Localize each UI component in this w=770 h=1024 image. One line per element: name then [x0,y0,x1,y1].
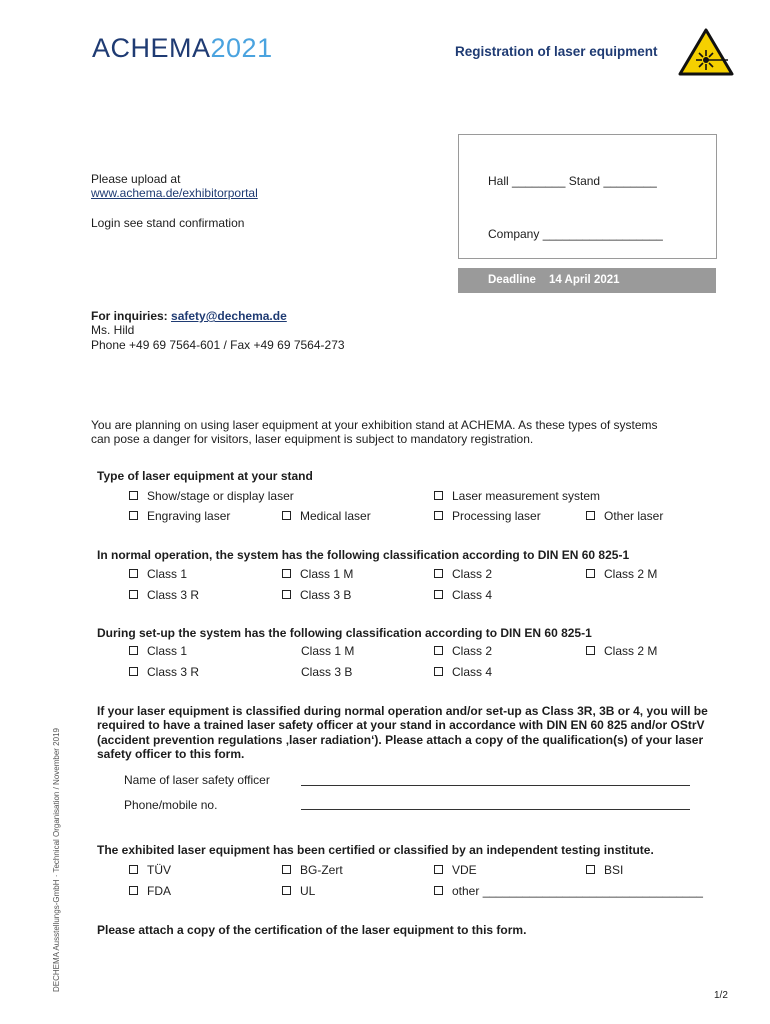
other-cert-input[interactable]: _________________________________ [482,884,703,898]
option-setup-class-3b[interactable]: Class 3 B [301,665,353,679]
checkbox-engraving-laser[interactable]: Engraving laser [129,509,230,523]
normal-operation-heading: In normal operation, the system has the following classification according to DIN EN 60 825-1 [97,548,630,562]
checkbox-medical-laser[interactable]: Medical laser [282,509,371,523]
checkbox-tuv[interactable]: TÜV [129,863,171,877]
checkbox-normal-class-3r[interactable]: Class 3 R [129,588,199,602]
officer-text-line-4: safety officer to this form. [97,747,245,761]
upload-label: Please upload at [91,172,181,186]
checkbox-measurement-laser[interactable]: Laser measurement system [434,489,600,503]
checkbox-bsi[interactable]: BSI [586,863,623,877]
achema-logo: ACHEMA2021 [92,33,273,63]
checkbox-normal-class-1m[interactable]: Class 1 M [282,567,353,581]
officer-name-input[interactable] [301,784,690,786]
checkbox-normal-class-3b[interactable]: Class 3 B [282,588,351,602]
officer-text-line-2: required to have a trained laser safety officer at your stand in accordance with DIN EN 60 825 and/or OStrV [97,718,705,732]
laser-warning-icon [678,28,734,76]
side-footer-text: DECHEMA Ausstellungs-GmbH · Technical Organisation / November 2019 [52,728,61,992]
officer-phone-label: Phone/mobile no. [124,798,218,812]
login-note: Login see stand confirmation [91,216,245,230]
intro-line-1: You are planning on using laser equipment at your exhibition stand at ACHEMA. As these types of systems [91,418,658,432]
hall-field[interactable]: Hall ________ Stand ________ [488,174,657,188]
checkbox-fda[interactable]: FDA [129,884,171,898]
option-setup-class-1m[interactable]: Class 1 M [301,644,355,658]
checkbox-processing-laser[interactable]: Processing laser [434,509,541,523]
officer-text-line-3: (accident prevention regulations ‚laser radiation‘). Please attach a copy of the qualification(s) of your laser [97,733,704,747]
checkbox-setup-class-2m[interactable]: Class 2 M [586,644,657,658]
checkbox-vde[interactable]: VDE [434,863,477,877]
checkbox-normal-class-2[interactable]: Class 2 [434,567,492,581]
checkbox-bg-zert[interactable]: BG-Zert [282,863,343,877]
officer-text-line-1: If your laser equipment is classified during normal operation and/or set-up as Class 3R, 3B or 4, you will be [97,704,708,718]
checkbox-normal-class-4[interactable]: Class 4 [434,588,492,602]
officer-name-label: Name of laser safety officer [124,773,270,787]
checkbox-setup-class-2[interactable]: Class 2 [434,644,492,658]
inquiries-line: For inquiries: safety@dechema.de [91,309,287,323]
checkbox-setup-class-4[interactable]: Class 4 [434,665,492,679]
checkbox-normal-class-1[interactable]: Class 1 [129,567,187,581]
deadline-date: 14 April 2021 [549,274,620,286]
contact-name: Ms. Hild [91,323,135,337]
checkbox-show-laser[interactable]: Show/stage or display laser [129,489,294,503]
deadline-label: Deadline [488,274,536,286]
intro-line-2: can pose a danger for visitors, laser equipment is subject to mandatory registration. [91,432,534,446]
certification-heading: The exhibited laser equipment has been certified or classified by an independent testing institute. [97,843,654,857]
company-field[interactable]: Company __________________ [488,227,663,241]
page-title: Registration of laser equipment [455,44,658,59]
safety-email-link[interactable]: safety@dechema.de [171,309,287,323]
checkbox-normal-class-2m[interactable]: Class 2 M [586,567,657,581]
attach-note: Please attach a copy of the certification of the laser equipment to this form. [97,923,527,937]
checkbox-other-laser[interactable]: Other laser [586,509,663,523]
checkbox-other-cert[interactable]: other _________________________________ [434,884,703,898]
setup-heading: During set-up the system has the following classification according to DIN EN 60 825-1 [97,626,592,640]
page-number: 1/2 [714,990,728,1001]
type-heading: Type of laser equipment at your stand [97,469,313,483]
checkbox-setup-class-1[interactable]: Class 1 [129,644,187,658]
exhibitor-portal-link[interactable]: www.achema.de/exhibitorportal [91,186,258,200]
contact-phone: Phone +49 69 7564-601 / Fax +49 69 7564-273 [91,338,345,352]
checkbox-ul[interactable]: UL [282,884,315,898]
deadline-bar [458,268,716,293]
officer-phone-input[interactable] [301,808,690,810]
checkbox-setup-class-3r[interactable]: Class 3 R [129,665,199,679]
